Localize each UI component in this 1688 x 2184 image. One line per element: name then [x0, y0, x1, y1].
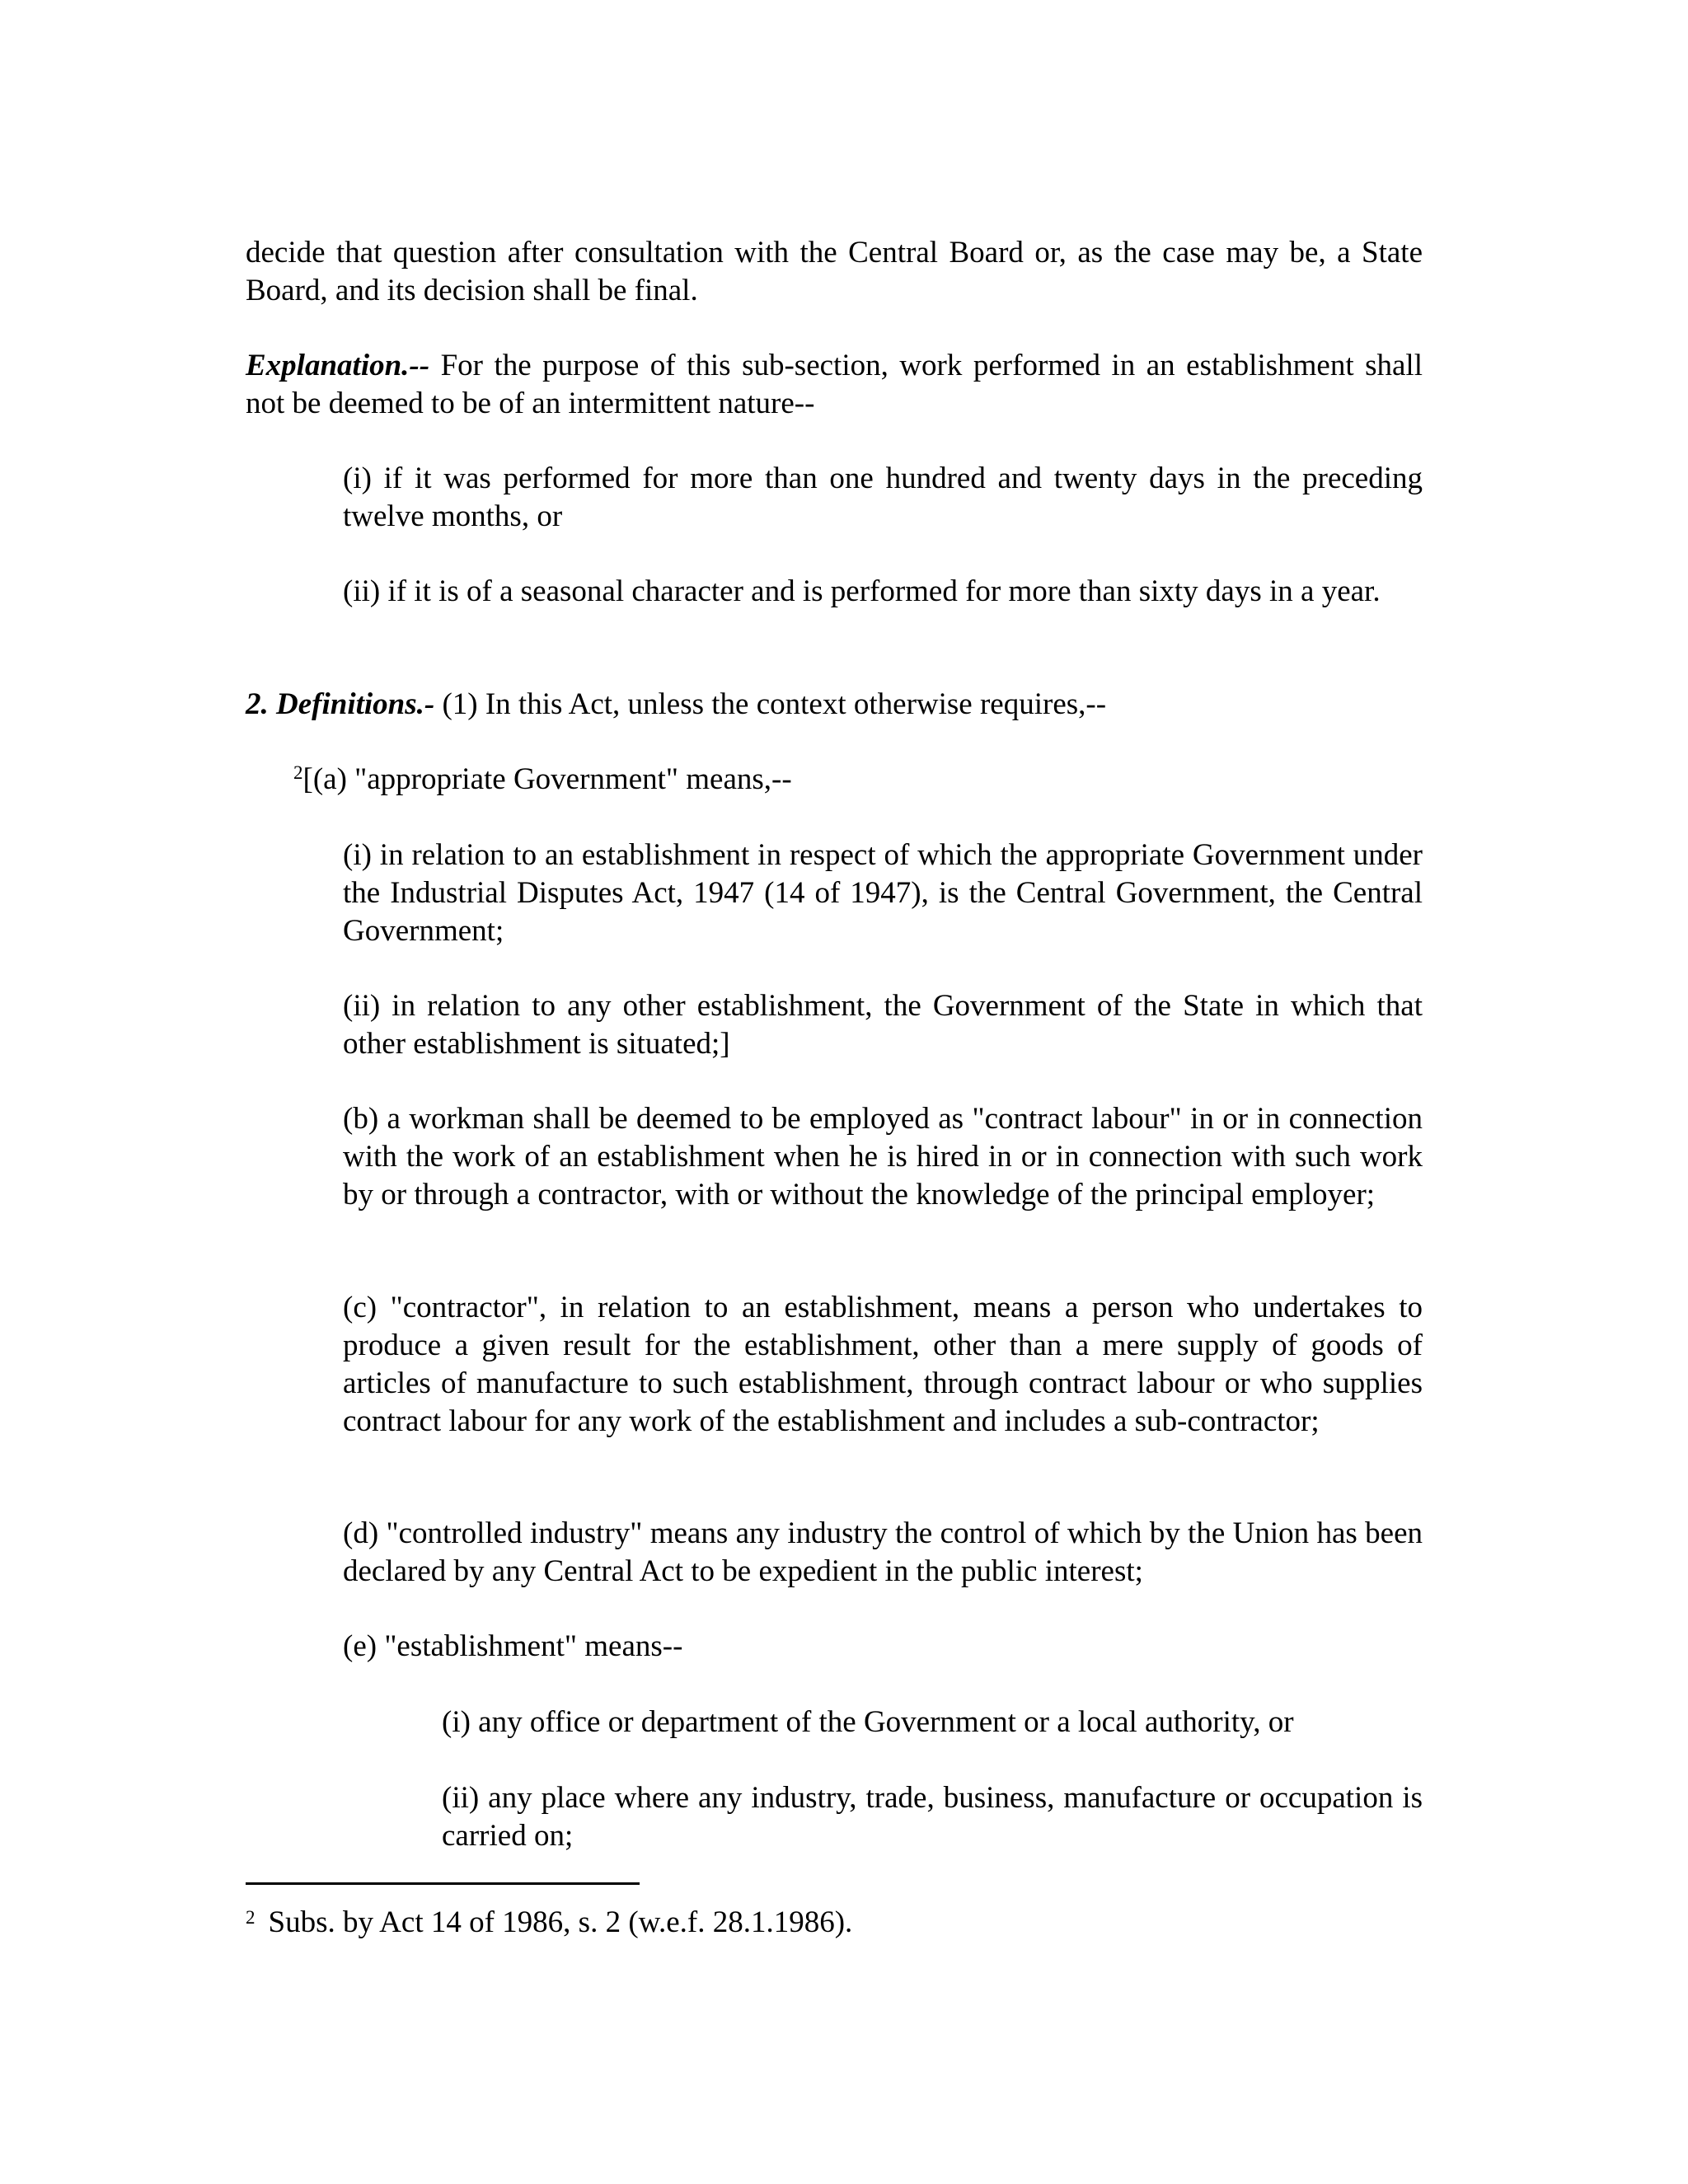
explanation-paragraph — [246, 347, 1423, 423]
section-2-intro: (1) In this Act, unless the context otherwise requires,-- — [434, 687, 1107, 721]
explanation-label: Explanation.-- — [246, 349, 430, 382]
footnote-number: 2 — [246, 1907, 256, 1928]
definition-e: (e) "establishment" means-- — [343, 1629, 683, 1663]
definition-c: (c) "contractor", in relation to an establishment, means a person who undertakes to produce a given result for the establishment, other than a mere supply of goods of articles of manufacture to such establishment, through contract labour or who supplies contract labour for any work of the establishment and includes a sub-contractor; — [343, 1291, 1423, 1438]
paragraph-decide: decide that question after consultation with the Central Board or, as the case may be, a State Board, and its decision shall be final. — [246, 236, 1423, 307]
footnote-separator — [246, 1882, 640, 1885]
definition-a-ii: (ii) in relation to any other establishment, the Government of the State in which that other establishment is situated;] — [343, 989, 1423, 1061]
footnote-reference-2: 2 — [293, 762, 303, 783]
section-2-heading-paragraph — [246, 686, 1423, 724]
definition-e-ii: (ii) any place where any industry, trade, business, manufacture or occupation is carried on; — [442, 1781, 1423, 1853]
footnote — [246, 1904, 852, 1942]
definition-b: (b) a workman shall be deemed to be employed as "contract labour" in or in connection with the work of an establishment when he is hired in or in connection with such work by or through a contractor, with or without the knowledge of the principal employer; — [343, 1102, 1423, 1212]
footnote-text: Subs. by Act 14 of 1986, s. 2 (w.e.f. 28.1.1986). — [268, 1905, 853, 1939]
definition-d: (d) "controlled industry" means any industry the control of which by the Union has been declared by any Central Act to be expedient in the public interest; — [343, 1516, 1423, 1588]
definition-e-i: (i) any office or department of the Government or a local authority, or — [442, 1705, 1294, 1739]
section-2-heading: 2. Definitions.- — [246, 687, 435, 721]
definition-a — [293, 761, 1423, 799]
definition-a-i: (i) in relation to an establishment in respect of which the appropriate Government under the Industrial Disputes Act, 1947 (14 of 1947), is the Central Government, the Central Government; — [343, 838, 1423, 948]
explanation-item-i: (i) if it was performed for more than one hundred and twenty days in the preceding twelve months, or — [343, 462, 1423, 533]
explanation-text: For the purpose of this sub-section, work performed in an establishment shall not be deemed to be of an intermittent nature-- — [246, 349, 1423, 420]
definition-a-text: [(a) "appropriate Government" means,-- — [302, 762, 792, 796]
explanation-item-ii: (ii) if it is of a seasonal character and is performed for more than sixty days in a year. — [343, 574, 1381, 608]
